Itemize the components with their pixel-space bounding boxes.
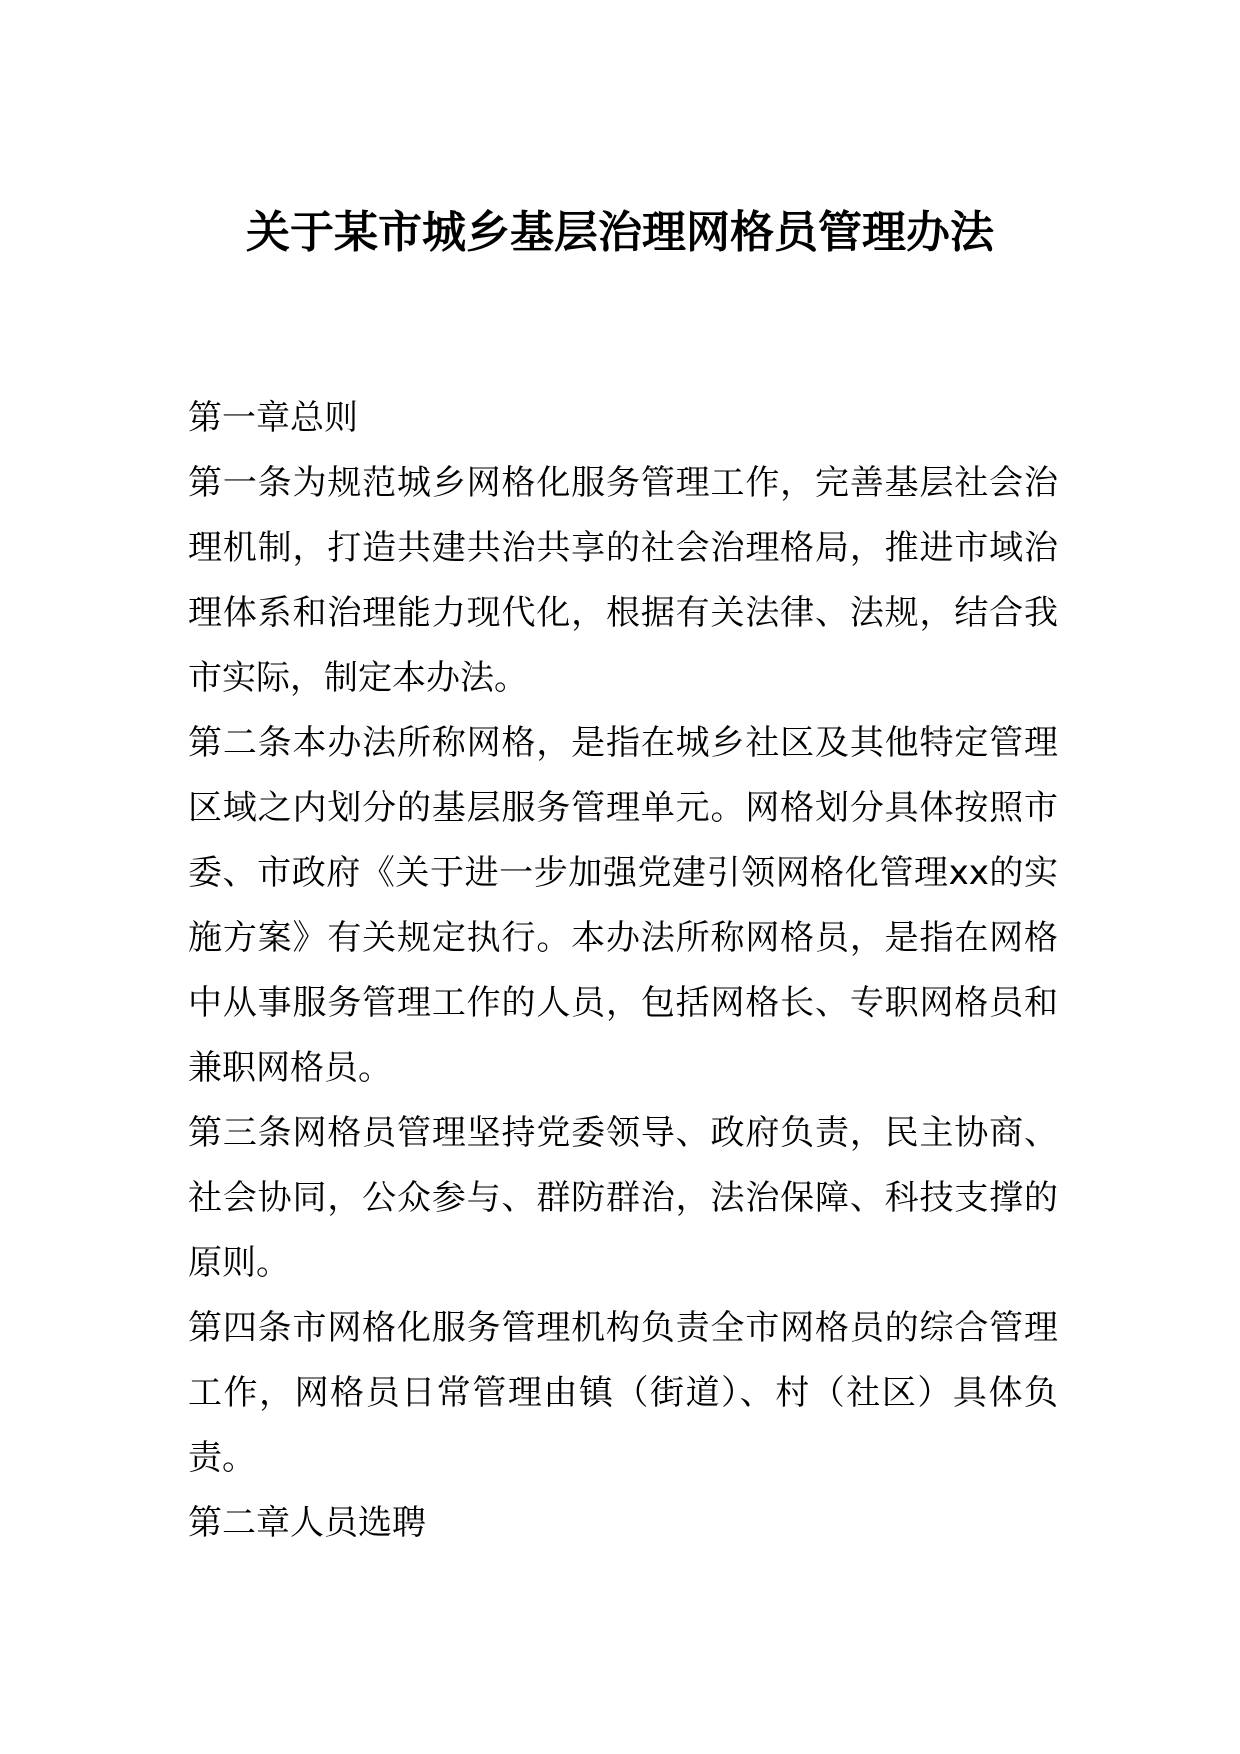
article-1: 第一条为规范城乡网格化服务管理工作，完善基层社会治理机制，打造共建共治共享的社会治理格局，推进市域治理体系和治理能力现代化，根据有关法律、法规，结合我市实际，制定本办法。 bbox=[188, 463, 1058, 698]
article-3: 第三条网格员管理坚持党委领导、政府负责，民主协商、社会协同，公众参与、群防群治，法治保障、科技支撑的原则。 bbox=[188, 1113, 1058, 1283]
document-title: 关于某市城乡基层治理网格员管理办法 bbox=[246, 207, 994, 258]
document-body bbox=[188, 386, 1058, 1556]
chapter-heading-2: 第二章人员选聘 bbox=[188, 1503, 426, 1543]
chapter-heading-1: 第一章总则 bbox=[188, 398, 358, 438]
article-2: 第二条本办法所称网格，是指在城乡社区及其他特定管理区域之内划分的基层服务管理单元。网格划分具体按照市委、市政府《关于进一步加强党建引领网格化管理xx的实施方案》有关规定执行。本办法所称网格员，是指在网格中从事服务管理工作的人员，包括网格长、专职网格员和兼职网格员。 bbox=[188, 723, 1058, 1088]
article-4: 第四条市网格化服务管理机构负责全市网格员的综合管理工作，网格员日常管理由镇（街道）、村（社区）具体负责。 bbox=[188, 1308, 1058, 1478]
